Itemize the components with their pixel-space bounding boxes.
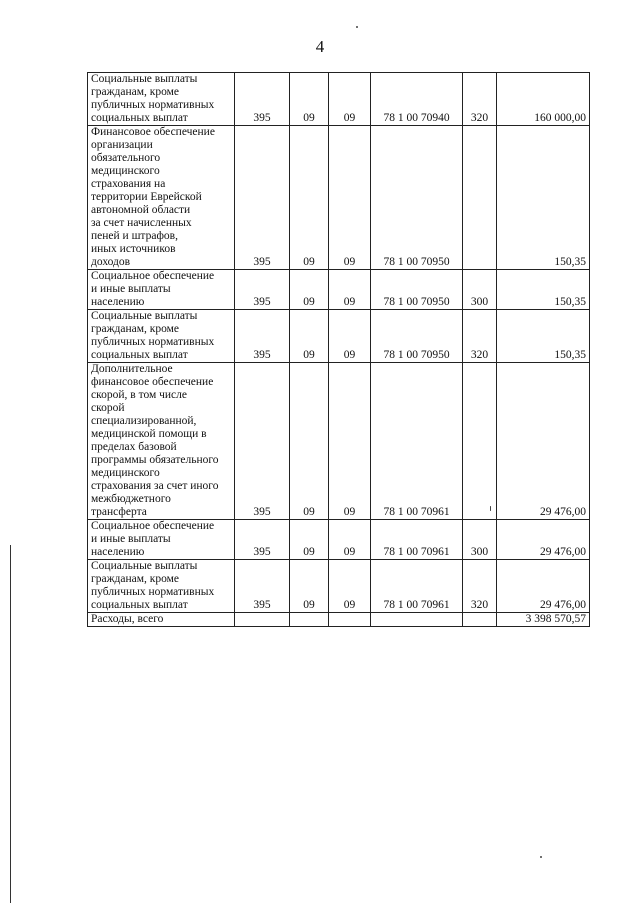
table-row: [88, 270, 590, 310]
subsection-code-cell: 09: [329, 520, 371, 560]
table-row: [88, 126, 590, 270]
subsection-code-cell: 09: [329, 126, 371, 270]
description-line: страхования на: [91, 178, 166, 190]
description-line: гражданам, кроме: [91, 86, 180, 98]
amount-cell: 160 000,00: [497, 73, 590, 126]
description-line: Социальное обеспечение: [91, 270, 215, 282]
description-line: Финансовое обеспечение: [91, 126, 215, 138]
description-line: Социальные выплаты: [91, 560, 198, 572]
subsection-code-cell: 09: [329, 560, 371, 613]
description-line: и иные выплаты: [91, 283, 171, 295]
description-line: гражданам, кроме: [91, 323, 180, 335]
description-cell: [88, 363, 235, 520]
ministry-code-cell: 395: [235, 270, 290, 310]
budget-table: [87, 72, 590, 627]
description-cell: [88, 560, 235, 613]
expense-type-cell: 300: [463, 520, 497, 560]
ministry-code-cell: 395: [235, 520, 290, 560]
target-article-cell: 78 1 00 70940: [371, 73, 463, 126]
amount-cell: 29 476,00: [497, 560, 590, 613]
empty-cell: [235, 613, 290, 627]
description-line: страхования за счет иного: [91, 480, 219, 492]
description-line: и иные выплаты: [91, 533, 171, 545]
table-row: [88, 363, 590, 520]
description-line: Дополнительное: [91, 363, 173, 375]
ministry-code-cell: 395: [235, 310, 290, 363]
description-line: специализированной,: [91, 415, 197, 427]
description-line: трансферта: [91, 506, 147, 518]
scan-edge-line: [10, 545, 11, 903]
section-code-cell: 09: [290, 270, 329, 310]
amount-cell: 29 476,00: [497, 520, 590, 560]
total-row: [88, 613, 590, 627]
description-line: населению: [91, 296, 145, 308]
description-line: доходов: [91, 256, 131, 268]
ministry-code-cell: 395: [235, 363, 290, 520]
target-article-cell: 78 1 00 70950: [371, 270, 463, 310]
ministry-code-cell: 395: [235, 126, 290, 270]
description-line: пределах базовой: [91, 441, 177, 453]
description-line: финансовое обеспечение: [91, 376, 214, 388]
target-article-cell: 78 1 00 70961: [371, 363, 463, 520]
budget-table-body: [88, 73, 590, 627]
section-code-cell: 09: [290, 310, 329, 363]
description-line: публичных нормативных: [91, 586, 215, 598]
description-cell: [88, 270, 235, 310]
description-line: медицинского: [91, 467, 160, 479]
description-line: Социальные выплаты: [91, 73, 198, 85]
target-article-cell: 78 1 00 70950: [371, 126, 463, 270]
description-line: скорой: [91, 402, 125, 414]
description-line: территории Еврейской: [91, 191, 202, 203]
subsection-code-cell: 09: [329, 310, 371, 363]
description-line: автономной области: [91, 204, 191, 216]
expense-type-cell: 320: [463, 73, 497, 126]
description-line: пеней и штрафов,: [91, 230, 178, 242]
description-line: медицинской помощи в: [91, 428, 207, 440]
description-line: обязательного: [91, 152, 161, 164]
page-number: 4: [315, 37, 325, 56]
table-row: [88, 520, 590, 560]
description-line: социальных выплат: [91, 112, 188, 124]
description-line: публичных нормативных: [91, 99, 215, 111]
table-row: [88, 73, 590, 126]
amount-cell: 150,35: [497, 270, 590, 310]
table-row: [88, 310, 590, 363]
scan-speck: [540, 856, 542, 858]
description-line: организации: [91, 139, 153, 151]
amount-cell: 150,35: [497, 126, 590, 270]
target-article-cell: 78 1 00 70950: [371, 310, 463, 363]
amount-cell: 29 476,00: [497, 363, 590, 520]
scan-speck: [356, 26, 358, 28]
subsection-code-cell: 09: [329, 73, 371, 126]
description-line: медицинского: [91, 165, 160, 177]
description-line: населению: [91, 546, 145, 558]
table-row: [88, 560, 590, 613]
subsection-code-cell: 09: [329, 363, 371, 520]
description-cell: [88, 520, 235, 560]
total-label: Расходы, всего: [88, 613, 235, 627]
subsection-code-cell: 09: [329, 270, 371, 310]
section-code-cell: 09: [290, 560, 329, 613]
section-code-cell: 09: [290, 73, 329, 126]
ministry-code-cell: 395: [235, 73, 290, 126]
expense-type-cell: 300: [463, 270, 497, 310]
total-amount: 3 398 570,57: [497, 613, 590, 627]
target-article-cell: 78 1 00 70961: [371, 560, 463, 613]
empty-cell: [463, 613, 497, 627]
amount-cell: 150,35: [497, 310, 590, 363]
ministry-code-cell: 395: [235, 560, 290, 613]
description-line: социальных выплат: [91, 349, 188, 361]
description-line: публичных нормативных: [91, 336, 215, 348]
empty-cell: [329, 613, 371, 627]
expense-type-cell: [463, 363, 497, 520]
description-line: социальных выплат: [91, 599, 188, 611]
description-line: Социальные выплаты: [91, 310, 198, 322]
description-line: межбюджетного: [91, 493, 171, 505]
description-line: гражданам, кроме: [91, 573, 180, 585]
expense-type-cell: 320: [463, 560, 497, 613]
target-article-cell: 78 1 00 70961: [371, 520, 463, 560]
description-cell: [88, 126, 235, 270]
description-line: иных источников: [91, 243, 176, 255]
description-cell: [88, 73, 235, 126]
description-line: Социальное обеспечение: [91, 520, 215, 532]
description-line: за счет начисленных: [91, 217, 192, 229]
description-line: скорой, в том числе: [91, 389, 188, 401]
description-cell: [88, 310, 235, 363]
expense-type-cell: 320: [463, 310, 497, 363]
section-code-cell: 09: [290, 363, 329, 520]
empty-cell: [371, 613, 463, 627]
description-line: программы обязательного: [91, 454, 219, 466]
empty-cell: [290, 613, 329, 627]
section-code-cell: 09: [290, 520, 329, 560]
expense-type-cell: [463, 126, 497, 270]
section-code-cell: 09: [290, 126, 329, 270]
